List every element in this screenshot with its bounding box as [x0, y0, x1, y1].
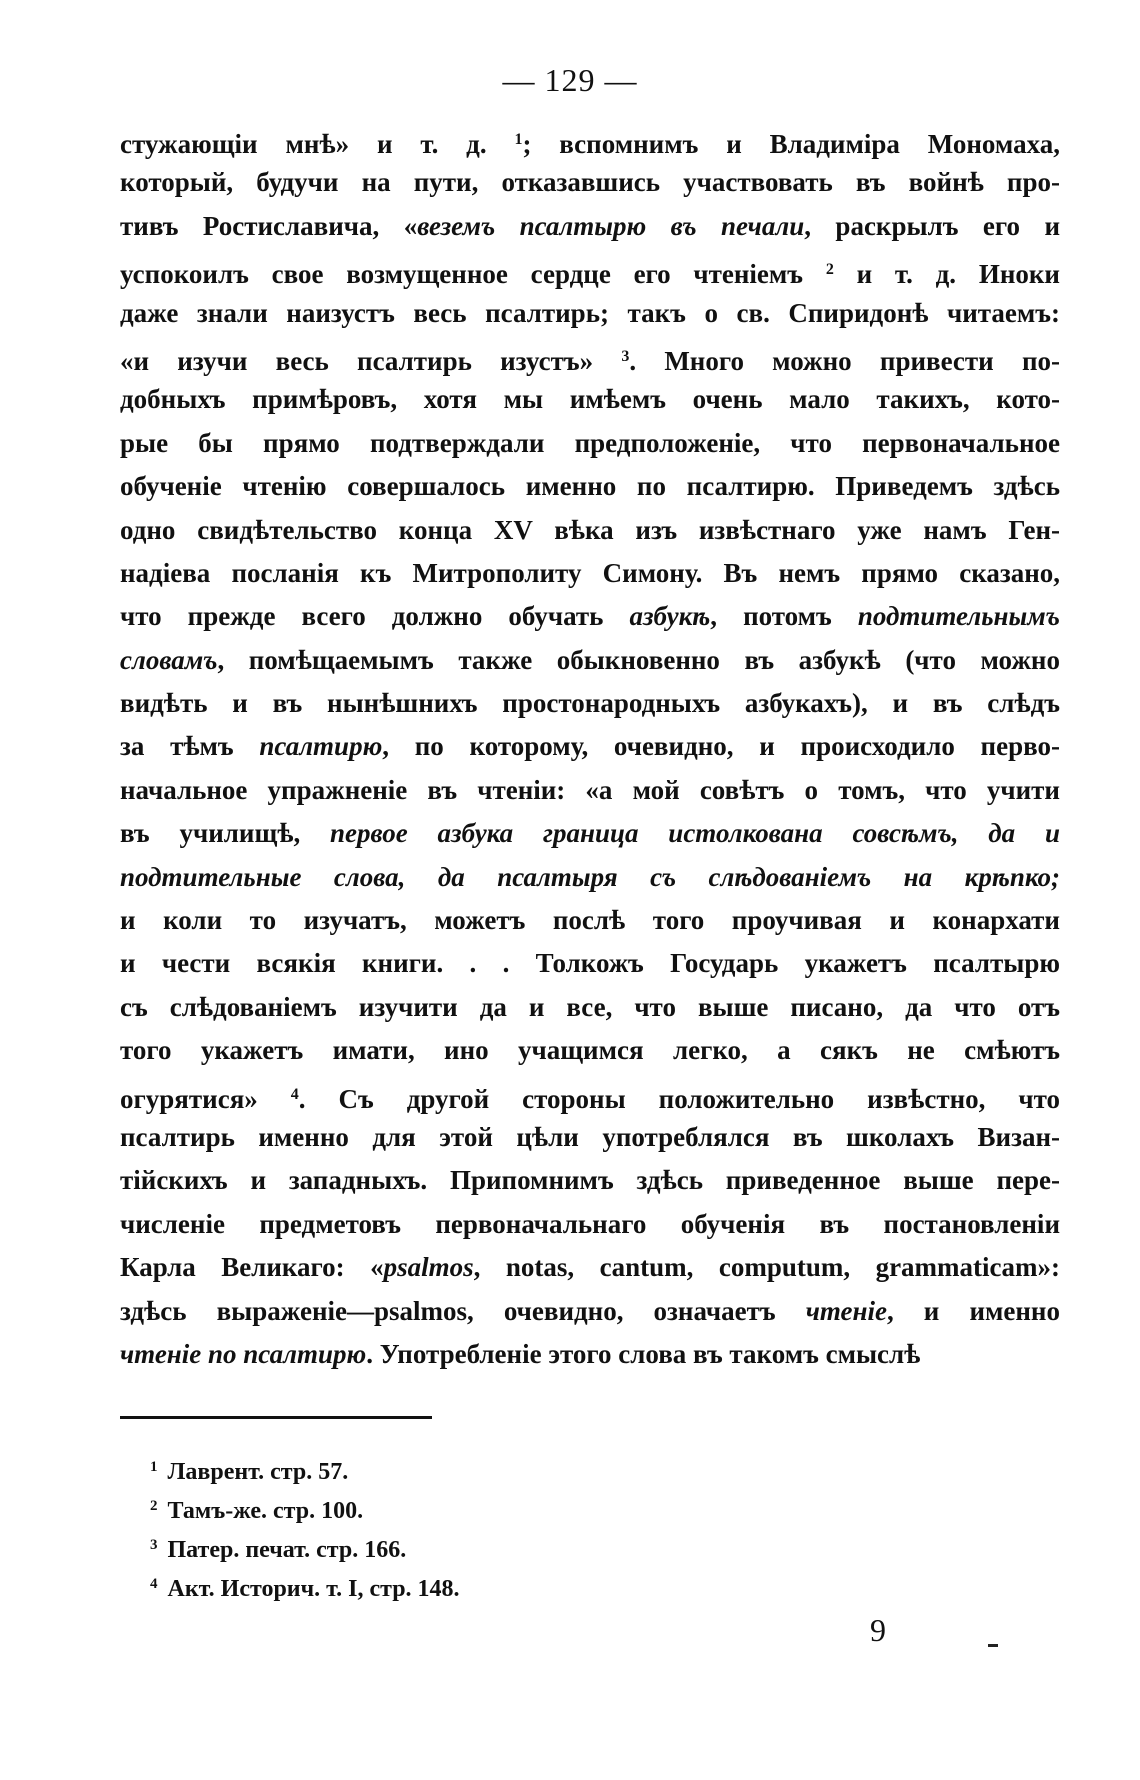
italic-phrase: азбукѣ — [629, 601, 711, 632]
text-line — [120, 1246, 1060, 1289]
text-run: численіе предметовъ первоначальнаго обученія въ постановленіи — [120, 1208, 1060, 1239]
print-speck — [988, 1644, 998, 1647]
text-run: псалтирь именно для этой цѣли употреблялся въ школахъ Визан- — [120, 1121, 1060, 1152]
text-line — [120, 292, 1060, 335]
italic-phrase: чтеніе — [805, 1295, 887, 1326]
text-run: того укажетъ имати, ино учащимся легко, а сякъ не смѣютъ — [120, 1035, 1060, 1066]
text-line — [120, 335, 1060, 378]
text-run: надіева посланія къ Митрополиту Симону. Въ немъ прямо сказано, — [120, 557, 1060, 588]
text-line — [120, 552, 1060, 595]
text-run: , и именно — [886, 1295, 1060, 1326]
footnote-mark: 1 — [150, 1459, 158, 1475]
text-line — [120, 1073, 1060, 1116]
footnote-reference: 3 — [621, 347, 630, 365]
footnote-text: Акт. Историч. т. I, стр. 148. — [167, 1576, 460, 1602]
text-run: въ училищѣ, — [120, 818, 331, 849]
text-line — [120, 942, 1060, 985]
body-text — [120, 118, 1060, 1376]
text-line — [120, 639, 1060, 682]
italic-phrase: подтительнымъ — [857, 601, 1060, 632]
text-run: даже знали наизустъ весь псалтирь; такъ о св. Спиридонѣ читаемъ: — [120, 297, 1060, 328]
footnote-text: Лаврент. стр. 57. — [167, 1459, 349, 1485]
text-run: , по которому, очевидно, и происходило перво- — [382, 731, 1060, 762]
text-run: . Съ другой стороны положительно извѣстно, что — [298, 1083, 1060, 1114]
footnote-mark: 3 — [150, 1537, 158, 1553]
footnotes — [150, 1448, 460, 1604]
text-line — [120, 378, 1060, 421]
text-line — [120, 1159, 1060, 1202]
text-run: рые бы прямо подтверждали предположеніе, что первоначальное — [120, 427, 1060, 458]
text-run: тивъ Ростиславича, « — [120, 210, 418, 241]
text-run: начальное упражненіе въ чтеніи: «а мой совѣтъ о томъ, что учити — [120, 774, 1060, 805]
text-run: . Много можно привести по- — [629, 345, 1060, 376]
text-line — [120, 1333, 1060, 1376]
text-run: ; вспомнимъ и Владиміра Мономаха, — [522, 129, 1060, 159]
text-line — [120, 248, 1060, 291]
text-line — [120, 1290, 1060, 1333]
text-run: , помѣщаемымъ также обыкновенно въ азбукѣ (что можно — [217, 644, 1060, 675]
footnote — [150, 1448, 460, 1487]
text-run: за тѣмъ — [120, 731, 260, 762]
footnote — [150, 1565, 460, 1604]
italic-phrase: подтительные слова, да псалтыря съ слѣдованіемъ на крѣпко; — [120, 861, 1060, 892]
text-line — [120, 595, 1060, 638]
footnote-text: Тамъ-же. стр. 100. — [167, 1498, 364, 1524]
signature-mark: 9 — [870, 1612, 886, 1648]
text-run: тійскихъ и западныхъ. Припомнимъ здѣсь приведенное выше пере- — [120, 1165, 1060, 1196]
text-run: огурятися» — [120, 1083, 291, 1114]
text-line — [120, 682, 1060, 725]
text-run: добныхъ примѣровъ, хотя мы имѣемъ очень мало такихъ, кото- — [120, 384, 1060, 415]
footnote-text: Патер. печат. стр. 166. — [167, 1537, 407, 1563]
text-run: обученіе чтенію совершалось именно по псалтирю. Приведемъ здѣсь — [120, 471, 1060, 502]
italic-phrase: psalmos — [383, 1252, 474, 1283]
text-run: , потомъ — [710, 601, 858, 632]
italic-phrase: словамъ — [120, 644, 218, 675]
text-line — [120, 509, 1060, 552]
text-run: Карла Великаго: « — [120, 1252, 384, 1283]
footnote-reference: 4 — [290, 1085, 299, 1103]
text-run: стужающіи мнѣ» и т. д. — [120, 129, 515, 159]
text-line — [120, 422, 1060, 465]
footnote-reference: 1 — [514, 131, 523, 148]
italic-phrase: веземъ псалтырю въ печали — [417, 210, 805, 241]
text-run: , notas, cantum, computum, grammaticam»: — [473, 1252, 1061, 1283]
text-line — [120, 725, 1060, 768]
footnote-mark: 4 — [150, 1576, 158, 1592]
text-run: съ слѣдованіемъ изучити да и все, что выше писано, да что отъ — [120, 991, 1060, 1022]
text-line — [120, 899, 1060, 942]
italic-phrase: первое азбука граница истолкована совсѣмъ, да и — [330, 818, 1061, 849]
text-run: и т. д. Иноки — [833, 259, 1060, 290]
text-run: который, будучи на пути, отказавшись участвовать въ войнѣ про- — [120, 167, 1060, 198]
footnote-divider — [120, 1416, 432, 1419]
text-line — [120, 1116, 1060, 1159]
text-run: успокоилъ свое возмущенное сердце его чтеніемъ — [120, 259, 826, 290]
footnote — [150, 1487, 460, 1526]
text-line — [120, 986, 1060, 1029]
italic-phrase: чтеніе по псалтирю — [120, 1338, 367, 1369]
text-run: и чести всякія книги. . . Толкожъ Государь укажетъ псалтырю — [120, 948, 1060, 979]
italic-phrase: псалтирю — [259, 731, 383, 762]
text-line — [120, 465, 1060, 508]
text-line — [120, 769, 1060, 812]
text-line — [120, 1203, 1060, 1246]
text-line — [120, 161, 1060, 204]
text-run: что прежде всего должно обучать — [120, 601, 630, 632]
footnote — [150, 1526, 460, 1565]
text-line — [120, 118, 1060, 161]
footnote-reference: 2 — [825, 261, 834, 279]
text-line — [120, 1029, 1060, 1072]
text-line — [120, 812, 1060, 855]
text-run: и коли то изучатъ, можетъ послѣ того проучивая и конархати — [120, 905, 1060, 936]
text-run: одно свидѣтельство конца XV вѣка изъ извѣстнаго уже намъ Ген- — [120, 514, 1060, 545]
text-run: видѣть и въ нынѣшнихъ простонародныхъ азбукахъ), и въ слѣдъ — [120, 688, 1060, 719]
text-run: , раскрылъ его и — [804, 210, 1060, 241]
text-line — [120, 205, 1060, 248]
page-number: — 129 — — [502, 62, 638, 98]
text-line — [120, 856, 1060, 899]
text-run: «и изучи весь псалтирь изустъ» — [120, 345, 622, 376]
text-run: . Употребленіе этого слова въ такомъ смыслѣ — [366, 1338, 921, 1369]
footnote-mark: 2 — [150, 1498, 158, 1514]
text-run: здѣсь выраженіе—psalmos, очевидно, означаетъ — [120, 1295, 806, 1326]
